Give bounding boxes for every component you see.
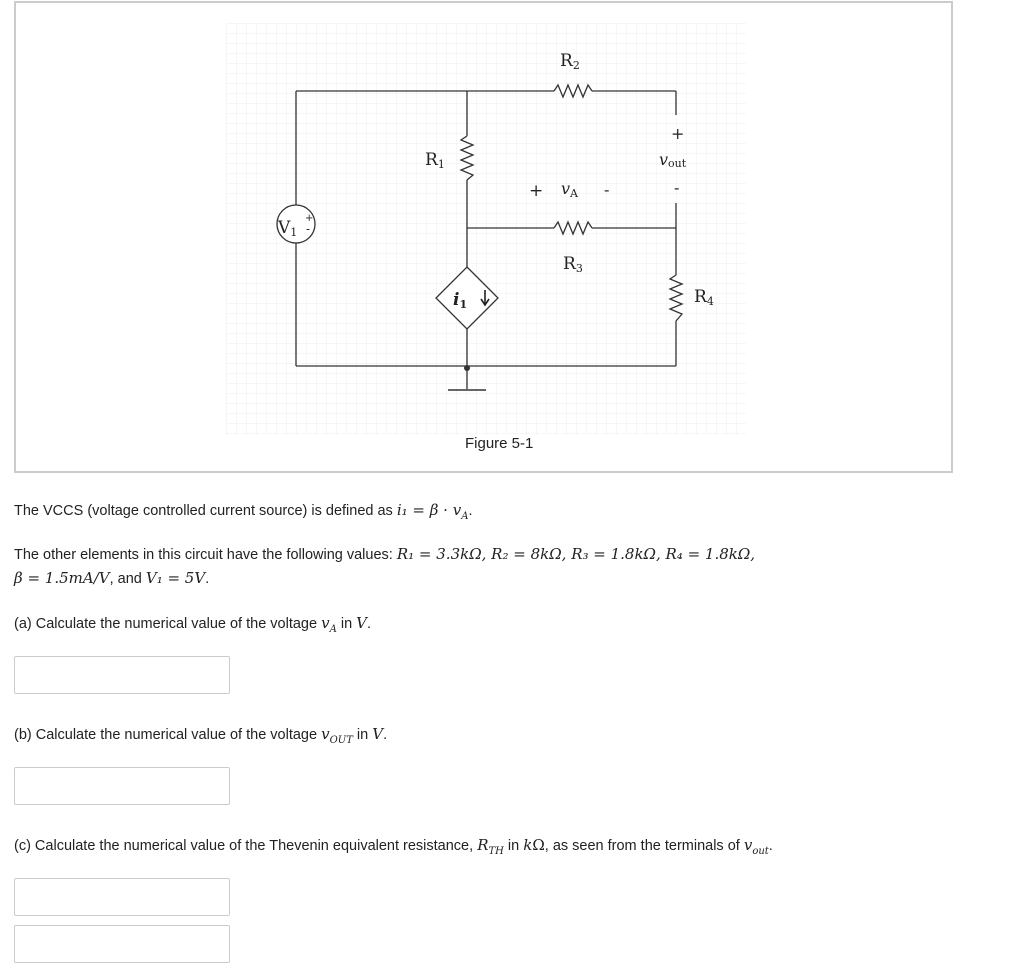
r1-label: R1: [425, 150, 445, 171]
question-b-text: (b) Calculate the numerical value of the voltage: [14, 727, 318, 743]
answer-a-input[interactable]: [14, 656, 230, 694]
vout-label: vout: [659, 150, 687, 170]
va-plus: +: [529, 181, 544, 201]
question-a-in: in: [340, 616, 353, 632]
vout-plus: +: [671, 124, 685, 143]
va-label: vA: [561, 179, 578, 200]
question-b-unit: V: [372, 725, 384, 743]
answer-c-input[interactable]: [14, 878, 230, 916]
vccs-intro-text: The VCCS (voltage controlled current source) is defined as: [14, 503, 393, 519]
values-intro-text: The other elements in this circuit have the following values:: [14, 547, 393, 563]
question-b-var: $v_{OUT}$: [321, 725, 353, 746]
question-c-text: (c) Calculate the numerical value of the Thevenin equivalent resistance,: [14, 838, 474, 854]
question-a-unit: V: [356, 614, 368, 632]
answer-d-input[interactable]: [14, 925, 230, 963]
v1-equation: V₁ = 5V: [145, 569, 206, 587]
question-b-in: in: [356, 727, 369, 743]
figure-panel: [14, 1, 953, 473]
circuit-diagram: [16, 3, 951, 471]
question-c: (c) Calculate the numerical value of the Thevenin equivalent resistance, $R_{TH}$ in kΩ, as seen from the terminals of $v_{out}$.: [14, 836, 773, 857]
r2-label: R2: [560, 51, 580, 72]
vccs-equation: $i_1 = \beta \cdot v_A$: [396, 501, 469, 522]
r4-label: R4: [694, 287, 714, 308]
ground-node: [464, 365, 470, 371]
vccs-definition: [14, 501, 472, 522]
v1-plus: +: [305, 213, 314, 224]
question-c-post: , as seen from the terminals of: [544, 838, 740, 854]
question-a-text: (a) Calculate the numerical value of the voltage: [14, 616, 318, 632]
beta-line: [14, 569, 209, 587]
figure-caption: Figure 5-1: [465, 435, 534, 452]
and-text: , and: [109, 571, 142, 587]
vccs-period: .: [468, 503, 473, 519]
beta-period: .: [205, 571, 210, 587]
answer-b-input[interactable]: [14, 767, 230, 805]
question-c-var: $R_{TH}$: [477, 836, 504, 857]
vout-minus: -: [674, 178, 680, 197]
i1-label: i1: [453, 290, 468, 311]
question-c-var2: $v_{out}$: [743, 836, 769, 857]
question-c-unit: kΩ: [523, 836, 545, 854]
r3-label: R3: [563, 254, 583, 275]
v1-minus: -: [306, 222, 311, 236]
v1-label: V1: [278, 218, 298, 239]
values-line: [14, 545, 755, 563]
values-equation: R₁ = 3.3kΩ, R₂ = 8kΩ, R₃ = 1.8kΩ, R₄ = 1.8kΩ,: [396, 545, 756, 563]
va-minus: -: [604, 180, 610, 199]
question-a: (a) Calculate the numerical value of the voltage $v_A$ in V.: [14, 614, 372, 635]
beta-equation: β = 1.5mA/V: [14, 569, 110, 587]
question-b: (b) Calculate the numerical value of the voltage $v_{OUT}$ in V.: [14, 725, 388, 746]
question-c-in: in: [507, 838, 520, 854]
question-a-var: $v_A$: [321, 614, 337, 635]
